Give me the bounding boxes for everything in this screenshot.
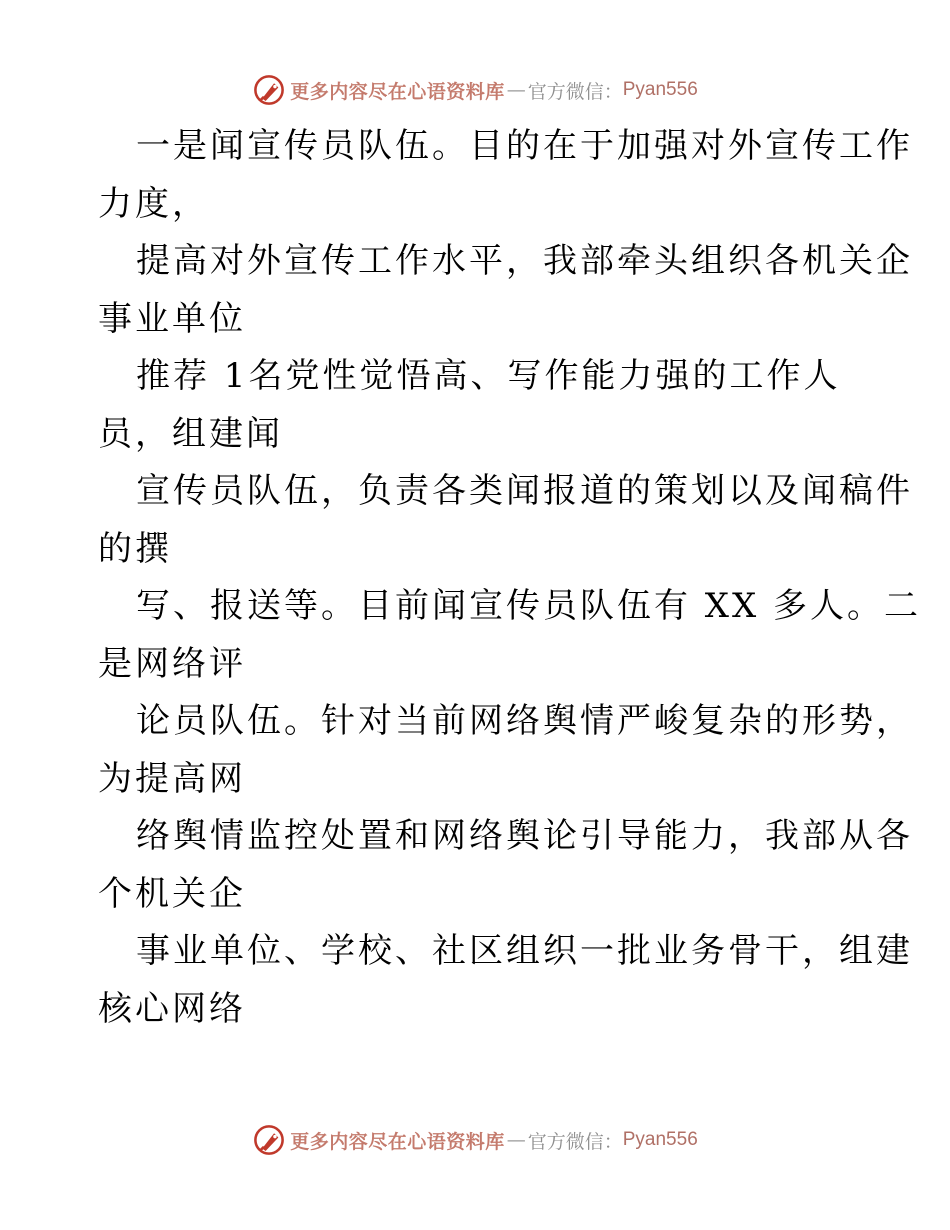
text-line: 写、报送等。目前闻宣传员队伍有 XX 多人。二 <box>136 586 922 626</box>
text-line: 推荐 1名党性觉悟高、写作能力强的工作人 <box>136 356 841 396</box>
footer-banner <box>0 1120 950 1160</box>
text-line: 宣传员队伍，负责各类闻报道的策划以及闻稿件 <box>136 471 913 511</box>
text-line: 络舆情监控处置和网络舆论引导能力，我部从各 <box>136 816 913 856</box>
text-line: 的撰 <box>98 528 172 569</box>
text-line: 为提高网 <box>98 758 246 799</box>
banner-brand: 更多内容尽在心语资料库 <box>290 80 505 103</box>
banner-wechat-label: 官方微信： <box>527 80 623 103</box>
text-line: 是网络评 <box>98 643 246 684</box>
text-line: 力度， <box>98 183 209 224</box>
banner-brand: 更多内容尽在心语资料库 <box>290 1130 505 1153</box>
banner-wechat-id: Pyan556 <box>622 1129 698 1150</box>
text-line: 员，组建闻 <box>98 413 283 454</box>
text-line: 提高对外宣传工作水平，我部牵头组织各机关企 <box>136 241 913 281</box>
pen-nib-logo-icon <box>252 73 286 107</box>
pen-nib-logo-icon <box>252 1123 286 1157</box>
text-line: 核心网络 <box>98 988 246 1029</box>
text-line: 事业单位、学校、社区组织一批业务骨干，组建 <box>136 931 913 971</box>
text-line: 一是闻宣传员队伍。目的在于加强对外宣传工作 <box>136 126 913 166</box>
banner-wechat-label: 官方微信： <box>527 1130 623 1153</box>
text-line: 事业单位 <box>98 298 246 339</box>
document-body <box>98 118 922 1038</box>
banner-separator: — <box>506 1129 526 1151</box>
text-line: 个机关企 <box>98 873 246 914</box>
banner-wechat-id: Pyan556 <box>622 79 698 100</box>
banner-separator: — <box>506 79 526 101</box>
text-line: 论员队伍。针对当前网络舆情严峻复杂的形势， <box>136 701 913 741</box>
header-banner <box>0 70 950 110</box>
